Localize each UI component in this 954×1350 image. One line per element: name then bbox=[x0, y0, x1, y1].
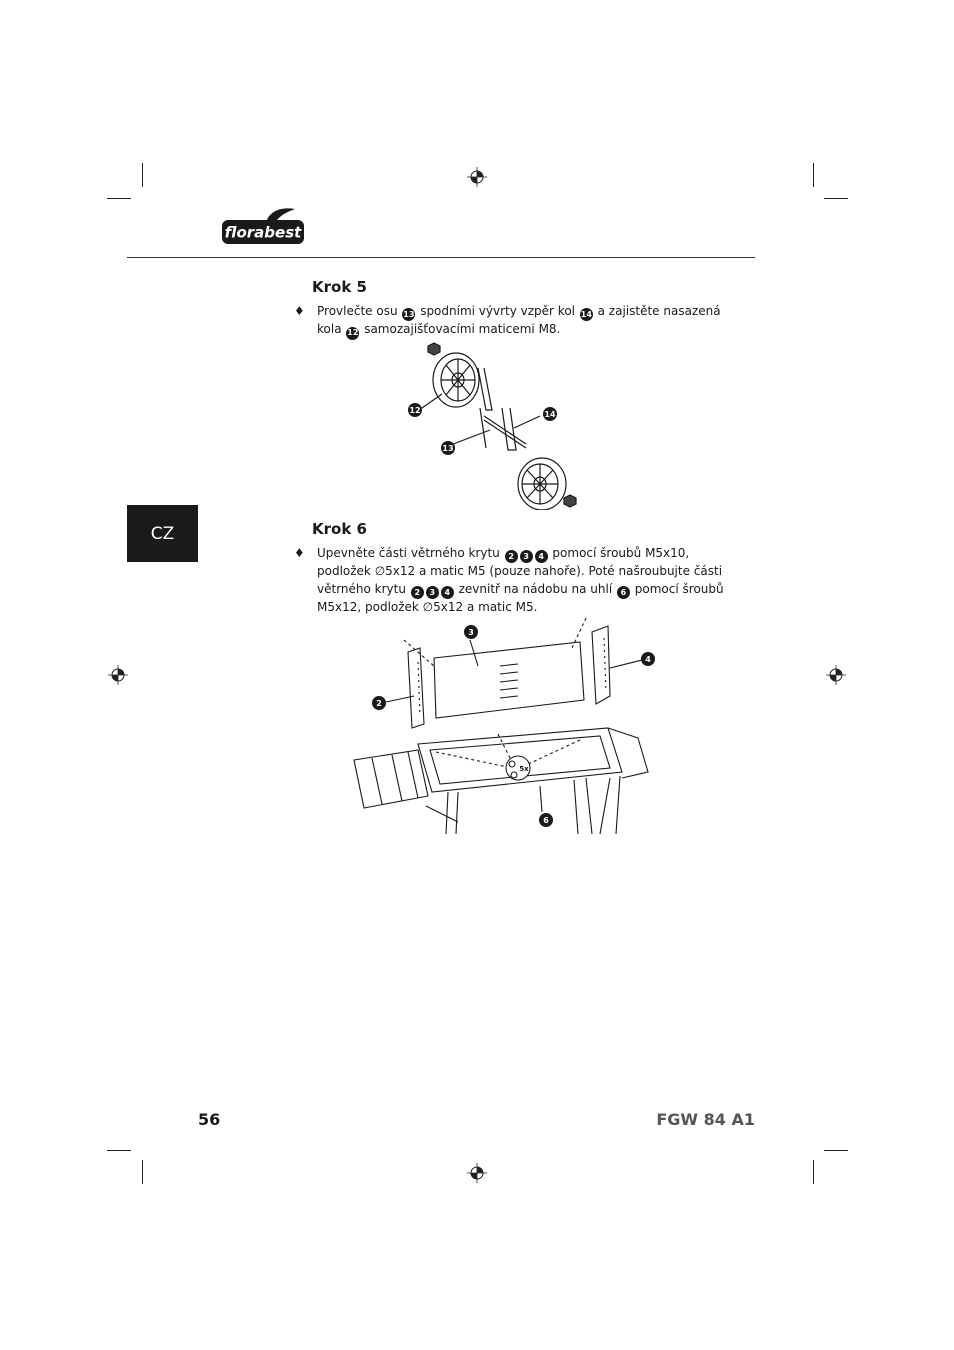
label-14: 14 bbox=[544, 410, 556, 419]
registration-mark-icon bbox=[826, 665, 846, 685]
bullet-icon: ♦ bbox=[294, 304, 305, 318]
crop-mark bbox=[142, 1160, 143, 1184]
step6-wind-guard-figure bbox=[348, 612, 660, 834]
registration-mark-icon bbox=[108, 665, 128, 685]
florabest-logo bbox=[221, 206, 305, 246]
registration-mark-icon bbox=[467, 167, 487, 187]
crop-mark bbox=[107, 198, 131, 199]
step6-title: Krok 6 bbox=[312, 520, 367, 538]
registration-mark-icon bbox=[467, 1163, 487, 1183]
crop-mark bbox=[813, 1160, 814, 1184]
brand-name: florabest bbox=[224, 223, 302, 242]
bullet-icon: ♦ bbox=[294, 546, 305, 560]
step5-title: Krok 5 bbox=[312, 278, 367, 296]
label-6: 6 bbox=[543, 816, 549, 825]
crop-mark bbox=[824, 198, 848, 199]
label-2: 2 bbox=[376, 699, 382, 708]
page-number: 56 bbox=[198, 1110, 221, 1129]
label-4: 4 bbox=[645, 655, 651, 664]
header-rule bbox=[127, 257, 755, 258]
label-13: 13 bbox=[442, 444, 454, 453]
crop-mark bbox=[813, 163, 814, 187]
language-tab: CZ bbox=[127, 505, 198, 562]
crop-mark bbox=[142, 163, 143, 187]
label-12: 12 bbox=[409, 406, 421, 415]
crop-mark bbox=[824, 1150, 848, 1151]
step5-text: Provlečte osu 13 spodními vývrty vzpěr kol 14 a zajistěte nasazená kola 12 samozajišťovacími maticemi M8. bbox=[317, 303, 737, 340]
step6-text: Upevněte části větrného krytu 2 3 4 pomocí šroubů M5x10, podložek ∅5x12 a matic M5 (pouze nahoře). Poté našroubujte části větrného krytu 2 3 4 zevnitř na nádobu na uhlí 6 pomocí šroubů M5x12, podložek ∅5x12 a matic M5. bbox=[317, 546, 724, 614]
model-number: FGW 84 A1 bbox=[656, 1110, 755, 1129]
label-3: 3 bbox=[468, 628, 474, 637]
qty-label: 5x bbox=[519, 765, 529, 773]
crop-mark bbox=[107, 1150, 131, 1151]
step5-wheel-assembly-figure bbox=[400, 338, 580, 510]
